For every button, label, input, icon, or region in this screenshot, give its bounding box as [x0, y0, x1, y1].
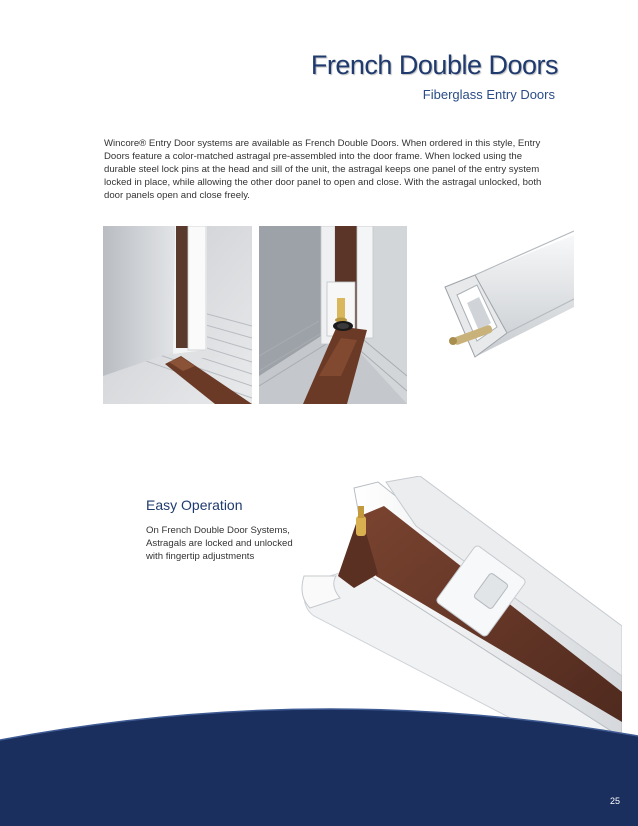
footer-wave-band	[0, 680, 638, 826]
photo-lock-pin-sill	[259, 226, 407, 404]
page-number: 25	[609, 796, 620, 806]
page-title: French Double Doors	[310, 50, 558, 80]
section-body: On French Double Door Systems, Astragals are locked and unlocked with fingertip adjustments	[146, 525, 293, 562]
photo-astragal-sill-closeup	[103, 226, 252, 404]
intro-paragraph: Wincore® Entry Door systems are available as French Double Doors. When ordered in this style, Entry Doors feature a color-matched astragal pre-assembled into the door frame. When locked using the durable steel lock pins at the head and sill of the unit, the astragal keeps one panel of the entry system locked in place, while allowing the other door panel to open and close. With the astragal unlocked, both door panels open and close freely.	[104, 138, 542, 201]
page-subtitle: Fiberglass Entry Doors	[422, 87, 555, 102]
section-heading: Easy Operation	[146, 497, 243, 513]
photo-astragal-end-profile	[415, 227, 574, 404]
